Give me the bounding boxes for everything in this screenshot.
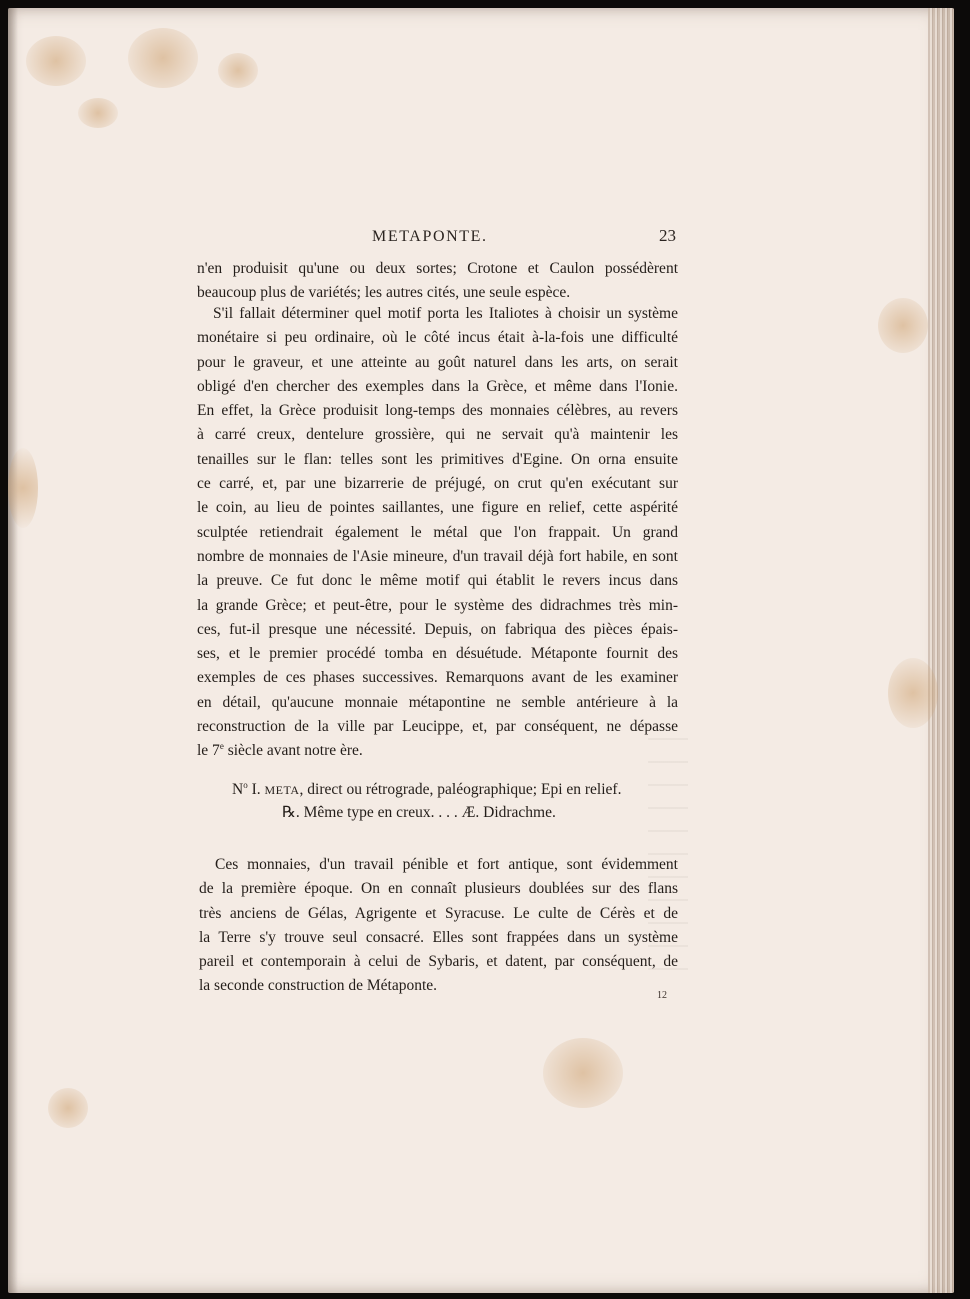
text-line: pareil et contemporain à celui de Sybaris, et datent, par conséquent, de	[199, 953, 678, 971]
text-line: ses, et le premier procédé tomba en désuétude. Métaponte fournit des	[197, 645, 678, 663]
text-line: ces, fut-il presque une nécessité. Depuis, on fabriqua des pièces épais-	[197, 620, 678, 638]
foxing-stain	[8, 448, 38, 528]
text-line: pour le graveur, et une atteinte au goût naturel dans les arts, on serait	[197, 353, 678, 371]
text-line: n'en produisit qu'une ou deux sortes; Crotone et Caulon possédèrent	[197, 260, 678, 277]
chapter-title: METAPONTE.	[372, 228, 488, 245]
text-line: En effet, la Grèce produisit long-temps des monnaies célèbres, au revers	[197, 402, 678, 420]
foxing-stain	[26, 36, 86, 86]
text-line: de la première époque. On en connaît plusieurs doublées sur des flans	[199, 880, 678, 898]
coin-catalogue-entry	[190, 778, 678, 824]
text-line: tenailles sur le flan: telles sont les primitives d'Egine. On orna ensuite	[197, 450, 678, 468]
text-line: obligé d'en chercher des exemples dans la Grèce, et même dans l'Ionie.	[197, 377, 678, 395]
text-line: en détail, qu'aucune monnaie métapontine ne semble antérieure à la	[197, 693, 678, 711]
text-fragment: le 7	[197, 742, 220, 760]
page-number: 23	[659, 226, 676, 245]
text-fragment: siècle avant notre ère.	[223, 742, 363, 760]
text-line: très anciens de Gélas, Agrigente et Syracuse. Le culte de Cérès et de	[199, 904, 678, 922]
text-line: beaucoup plus de variétés; les autres cités, une seule espèce.	[197, 284, 571, 302]
coin-obverse-description: , direct ou rétrograde, paléographique; Epi en relief.	[299, 781, 622, 798]
foxing-stain	[128, 28, 198, 88]
signature-mark: 12	[657, 990, 667, 1001]
text-line: S'il fallait déterminer quel motif porta les Italiotes à choisir un système	[213, 305, 678, 322]
catalogue-line-2: ℞. Même type en creux. . . . Æ. Didrachme.	[282, 804, 556, 821]
text-line: exemples de ces phases successives. Remarquons avant de les examiner	[197, 669, 678, 687]
text-line: reconstruction de la ville par Leucippe, et, par conséquent, ne dépasse	[197, 718, 678, 736]
foxing-stain	[78, 98, 118, 128]
text-line: nombre de monnaies de l'Asie mineure, d'un travail déjà fort habile, en sont	[197, 547, 678, 565]
text-line-last	[197, 739, 678, 763]
text-line: la grande Grèce; et peut-être, pour le système des didrachmes très min-	[197, 596, 678, 614]
foxing-stain	[48, 1088, 88, 1128]
body-paragraph-1	[197, 257, 678, 306]
catalogue-line-1	[190, 778, 678, 801]
foxing-stain	[878, 298, 928, 353]
body-paragraph-3	[199, 853, 678, 999]
superscript: e	[219, 741, 224, 752]
page-gutter-shadow	[8, 8, 18, 1293]
text-line: la preuve. Ce fut donc le même motif qui établit le revers incus dans	[197, 572, 678, 590]
text-line: sculptée retiendrait également le métal que l'on frappait. Un grand	[197, 523, 678, 541]
text-line-last: la seconde construction de Métaponte.	[199, 977, 438, 995]
number-label: N	[232, 781, 244, 798]
foxing-stain	[543, 1038, 623, 1108]
body-paragraph-2	[197, 302, 678, 764]
page-edges	[928, 8, 954, 1293]
text-line: monétaire si peu ordinaire, où le côté incus était à-la-fois une difficulté	[197, 329, 678, 347]
text-line: à carré creux, dentelure grossière, qui ne servait qu'à maintenir les	[197, 426, 678, 444]
coin-legend: META	[264, 783, 300, 797]
superscript: o	[243, 779, 248, 790]
foxing-stain	[218, 53, 258, 88]
running-head	[190, 226, 678, 252]
text-line: la Terre s'y trouve seul consacré. Elles sont frappées dans un système	[199, 928, 678, 946]
text-line: Ces monnaies, d'un travail pénible et fort antique, sont évidemment	[215, 856, 678, 873]
foxing-stain	[888, 658, 938, 728]
text-line: ce carré, et, par une bizarrerie de préjugé, on crut qu'en exécutant sur	[197, 475, 678, 493]
entry-number: I.	[247, 781, 265, 798]
text-line: le coin, au lieu de pointes saillantes, une figure en relief, cette aspérité	[197, 499, 678, 517]
